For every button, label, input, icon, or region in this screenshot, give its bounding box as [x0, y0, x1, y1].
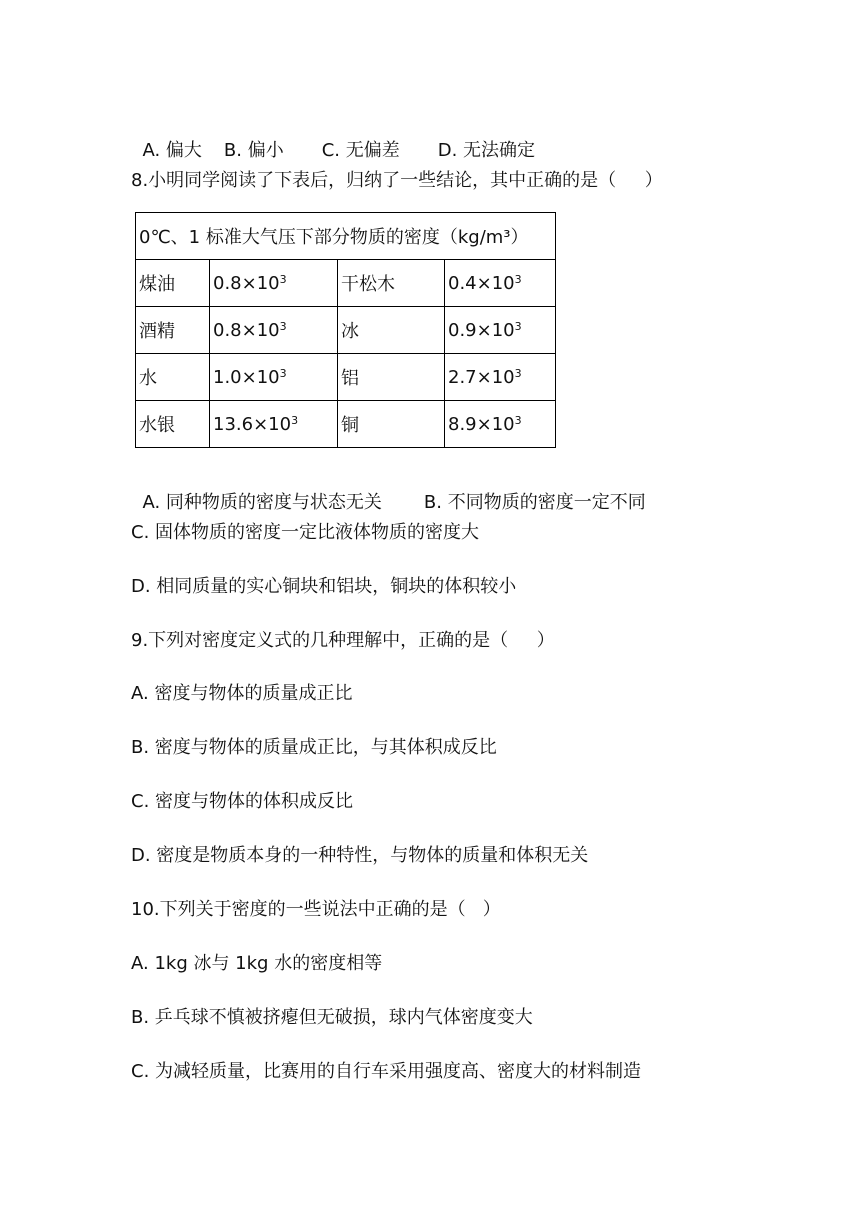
substance-name: 煤油 [136, 260, 210, 307]
q9-stem: 9.下列对密度定义式的几种理解中，正确的是（ ） [131, 630, 555, 651]
q9-option-b: B. 密度与物体的质量成正比，与其体积成反比 [131, 737, 497, 758]
q9-option-c: C. 密度与物体的体积成反比 [131, 791, 354, 812]
substance-name: 铜 [338, 401, 445, 448]
q8-option-d: D. 相同质量的实心铜块和铝块，铜块的体积较小 [131, 576, 517, 597]
q10-stem: 10.下列关于密度的一些说法中正确的是（ ） [131, 899, 501, 920]
density-table-header-row [136, 213, 556, 260]
q8-stem: 8.小明同学阅读了下表后，归纳了一些结论，其中正确的是（ ） [131, 170, 663, 191]
q9-option-a: A. 密度与物体的质量成正比 [131, 683, 353, 704]
substance-name: 酒精 [136, 307, 210, 354]
density-value: $0.4\times 10^3$ [445, 260, 556, 307]
substance-name: 铝 [338, 354, 445, 401]
density-value: $13.6\times 10^3$ [210, 401, 338, 448]
q8-options-ab [131, 467, 646, 515]
density-value: $1.0\times 10^3$ [210, 354, 338, 401]
density-value: $0.9\times 10^3$ [445, 307, 556, 354]
q9-option-d: D. 密度是物质本身的一种特性，与物体的质量和体积无关 [131, 845, 589, 866]
density-value: $0.8\times 10^3$ [210, 307, 338, 354]
substance-name: 冰 [338, 307, 445, 354]
q10-option-c: C. 为减轻质量，比赛用的自行车采用强度高、密度大的材料制造 [131, 1061, 642, 1082]
q7-option-d: D. 无法确定 [437, 140, 536, 161]
table-row [136, 307, 556, 354]
q8-option-c: C. 固体物质的密度一定比液体物质的密度大 [131, 522, 480, 543]
q10-option-a: A. 1kg 冰与 1kg 水的密度相等 [131, 953, 383, 974]
q8-option-a: A. 同种物质的密度与状态无关 [142, 492, 382, 513]
density-value: $2.7\times 10^3$ [445, 354, 556, 401]
density-table-header: 0℃、1 标准大气压下部分物质的密度（kg/m³） [136, 213, 556, 260]
substance-name: 水银 [136, 401, 210, 448]
q7-option-c: C. 无偏差 [321, 140, 400, 161]
substance-name: 干松木 [338, 260, 445, 307]
q10-option-b: B. 乒乓球不慎被挤瘪但无破损，球内气体密度变大 [131, 1007, 533, 1028]
density-value: $8.9\times 10^3$ [445, 401, 556, 448]
q8-option-b: B. 不同物质的密度一定不同 [423, 492, 646, 513]
table-row [136, 260, 556, 307]
density-table [135, 212, 556, 448]
table-row [136, 401, 556, 448]
density-value: $0.8\times 10^3$ [210, 260, 338, 307]
q7-option-b: B. 偏小 [223, 140, 284, 161]
q7-options [131, 115, 535, 163]
substance-name: 水 [136, 354, 210, 401]
q7-option-a: A. 偏大 [142, 140, 202, 161]
table-row [136, 354, 556, 401]
